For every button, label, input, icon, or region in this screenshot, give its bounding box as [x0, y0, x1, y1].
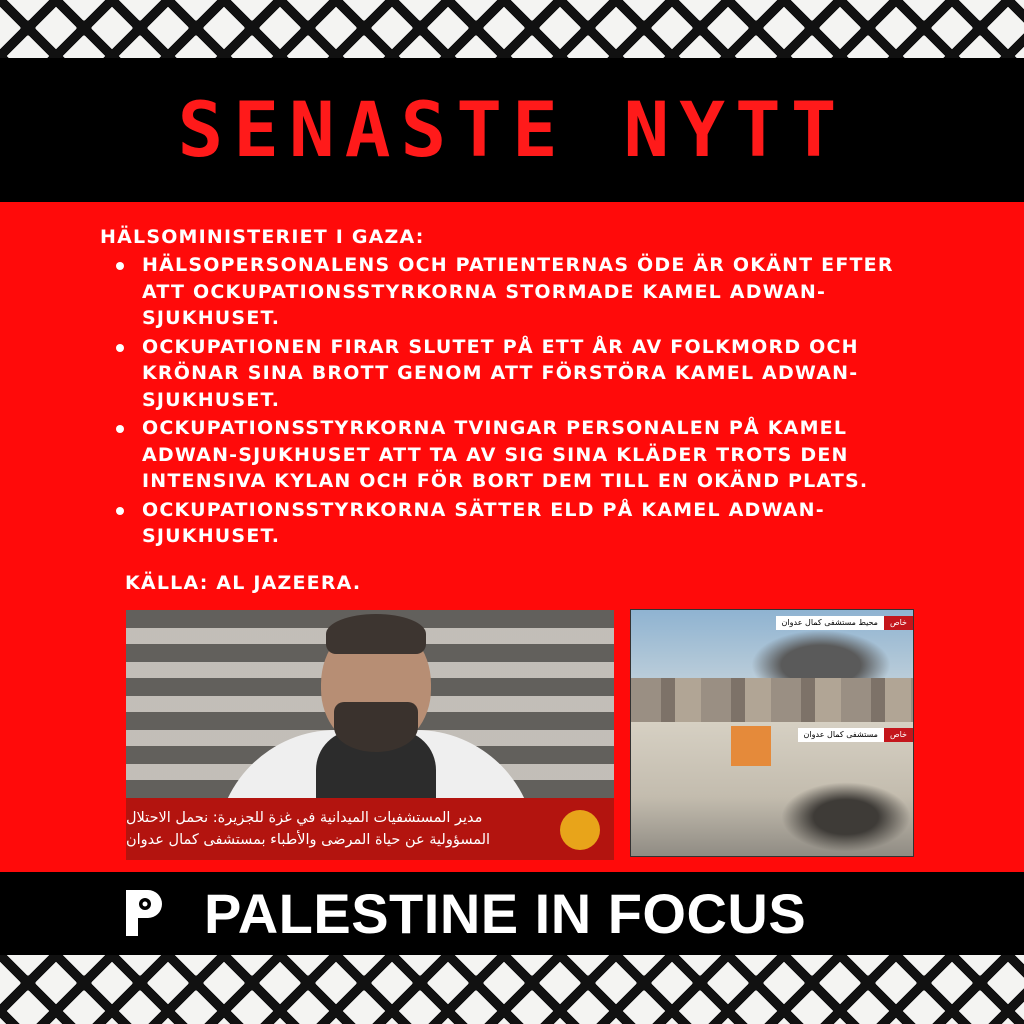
bullet-dot-icon: [116, 262, 124, 270]
bullet-list: [100, 252, 930, 550]
location-label: محيط مستشفى كمال عدوان: [776, 616, 884, 630]
location-label: مستشفى كمال عدوان: [798, 728, 884, 742]
exclusive-label: خاص: [884, 728, 913, 742]
source-credit: KÄLLA: AL JAZEERA.: [125, 572, 362, 594]
palestine-in-focus-logo-icon: [124, 888, 162, 938]
person-hair: [326, 614, 426, 654]
al-jazeera-logo-icon: [560, 810, 600, 850]
bullet-text: OCKUPATIONEN FIRAR SLUTET PÅ ETT ÅR AV FOLKMORD OCH KRÖNAR SINA BROTT GENOM ATT FÖRSTÖRA KAMEL ADWAN-SJUKHUSET.: [142, 335, 859, 411]
bullet-item: [100, 497, 930, 550]
location-tag-exterior: [776, 616, 913, 630]
hospital-interior-scene: [631, 722, 914, 857]
bullet-text: OCKUPATIONSSTYRKORNA TVINGAR PERSONALEN PÅ KAMEL ADWAN-SJUKHUSET ATT TA AV SIG SINA KLÄDER TROTS DEN INTENSIVA KYLAN OCH FÖR BORT DEM TILL EN OKÄND PLATS.: [142, 417, 869, 492]
news-text: [100, 224, 930, 552]
bullet-item: [100, 334, 930, 414]
news-panel: [0, 202, 1024, 872]
destruction-photo: [630, 609, 914, 857]
bullet-text: OCKUPATIONSSTYRKORNA SÄTTER ELD PÅ KAMEL ADWAN-SJUKHUSET.: [142, 498, 825, 547]
bullet-item: [100, 415, 930, 495]
interview-photo: [126, 610, 614, 860]
bullet-text: HÄLSOPERSONALENS OCH PATIENTERNAS ÖDE ÄR OKÄNT EFTER ATT OCKUPATIONSSTYRKORNA STORMADE KAMEL ADWAN-SJUKHUSET.: [142, 254, 894, 329]
news-caption: [126, 798, 614, 860]
caption-line-2: المسؤولية عن حياة المرضى والأطباء بمستشفى كمال عدوان: [126, 832, 491, 848]
orange-curtain: [731, 726, 771, 766]
bullet-dot-icon: [116, 344, 124, 352]
exclusive-label: خاص: [884, 616, 913, 630]
brand-bar: [0, 872, 1024, 955]
brand-name: PALESTINE IN FOCUS: [204, 882, 807, 945]
bullet-dot-icon: [116, 425, 124, 433]
person-beard: [334, 702, 418, 752]
headline-bar: [0, 58, 1024, 202]
bullet-item: [100, 252, 930, 332]
debris-pile: [781, 782, 911, 852]
bullet-dot-icon: [116, 507, 124, 515]
keffiyeh-pattern-bottom: [0, 955, 1024, 1024]
keffiyeh-pattern-top: [0, 0, 1024, 58]
intro-line: HÄLSOMINISTERIET I GAZA:: [100, 226, 425, 248]
headline: SENASTE NYTT: [177, 85, 847, 174]
location-tag-interior: [798, 728, 913, 742]
ruined-buildings: [631, 678, 914, 722]
caption-line-1: مدير المستشفيات الميدانية في غزة للجزيرة: نحمل الاحتلال: [126, 810, 483, 826]
